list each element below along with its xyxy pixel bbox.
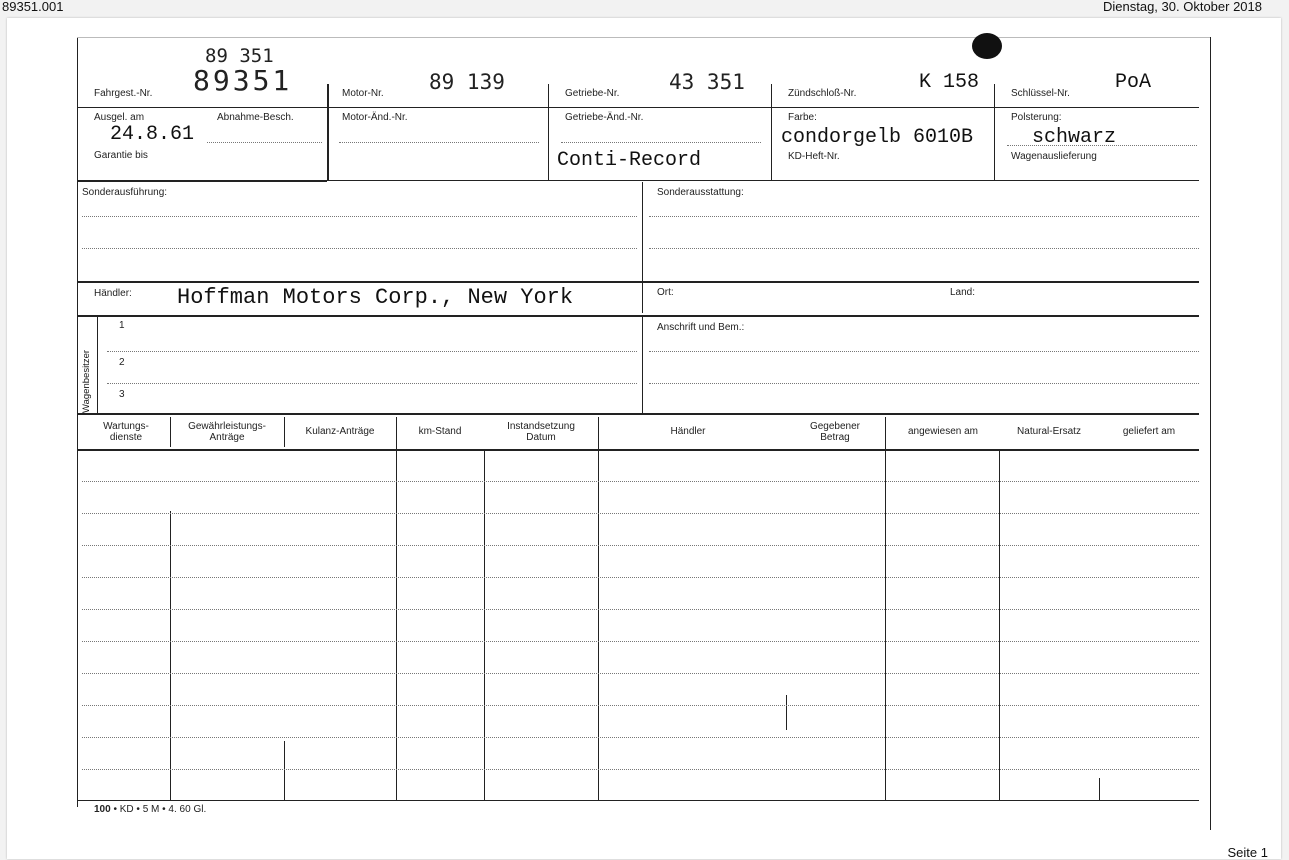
print-date: Dienstag, 30. Oktober 2018 (1103, 0, 1262, 14)
print-code-rest: • KD • 5 M • 4. 60 Gl. (113, 804, 207, 815)
col-wartung: Wartungs- dienste (103, 421, 149, 443)
row-rule (77, 107, 1199, 108)
motor-value: 89 139 (429, 70, 505, 94)
sonderausfuehrung-label: Sonderausführung: (82, 187, 168, 198)
divider (548, 84, 549, 181)
row-rule (77, 281, 1199, 283)
zuendschloss-value: K 158 (919, 71, 980, 94)
abnahme-label: Abnahme-Besch. (217, 112, 294, 123)
divider (994, 84, 995, 181)
owner-3-number: 3 (119, 389, 125, 400)
divider (327, 84, 329, 181)
col-natural: Natural-Ersatz (1017, 426, 1081, 437)
farbe-value: condorgelb 6010B (781, 126, 974, 149)
row-rule (77, 449, 1199, 451)
ort-label: Ort: (657, 287, 674, 298)
getriebe-value: 43 351 (669, 70, 745, 94)
document-id: 89351.001 (2, 0, 64, 14)
ausgel-label: Ausgel. am (94, 112, 145, 123)
card-top-border (77, 37, 1211, 38)
fahrgest-handwritten: 89 351 (205, 45, 274, 67)
col-instand: Instandsetzung Datum (507, 421, 575, 443)
garantie-label: Garantie bis (94, 150, 148, 161)
kd-heft-label: KD-Heft-Nr. (788, 151, 840, 162)
fahrgest-stamp: 89351 (193, 64, 293, 97)
getriebe-label: Getriebe-Nr. (565, 88, 620, 99)
col-kulanz: Kulanz-Anträge (305, 426, 375, 437)
wagenbesitzer-label: Wagenbesitzer (81, 349, 92, 413)
sonderausstattung-label: Sonderausstattung: (657, 187, 744, 198)
haendler-label: Händler: (94, 288, 132, 299)
ink-blot (972, 33, 1002, 59)
divider (642, 182, 643, 282)
col-angewiesen: angewiesen am (907, 426, 979, 437)
schluessel-label: Schlüssel-Nr. (1011, 88, 1070, 99)
divider (642, 317, 643, 413)
col-km: km-Stand (418, 426, 462, 437)
row-rule (77, 315, 1199, 317)
card-left-border (77, 37, 78, 807)
col-haendler: Händler (670, 426, 706, 437)
card-right-border (1210, 37, 1211, 830)
col-gewaehr: Gewährleistungs- Anträge (188, 421, 266, 443)
owner-2-number: 2 (119, 357, 125, 368)
fahrgest-label: Fahrgest.-Nr. (94, 88, 153, 99)
motor-aend-label: Motor-Änd.-Nr. (342, 112, 408, 123)
getriebe-aend-value: Conti-Record (557, 149, 702, 172)
wagenauslieferung-label: Wagenauslieferung (1011, 151, 1097, 162)
haendler-value: Hoffman Motors Corp., New York (177, 285, 574, 310)
owner-1-number: 1 (119, 320, 125, 331)
divider (642, 283, 643, 313)
ausgel-value: 24.8.61 (110, 123, 195, 146)
anschrift-label: Anschrift und Bem.: (657, 322, 745, 333)
print-code (94, 804, 206, 815)
page-number: Seite 1 (1227, 845, 1268, 860)
zuendschloss-label: Zündschloß-Nr. (788, 88, 857, 99)
table-bottom-rule (77, 800, 1199, 801)
farbe-label: Farbe: (788, 112, 817, 123)
print-code-bold: 100 (94, 804, 111, 815)
divider (97, 317, 98, 413)
motor-label: Motor-Nr. (342, 88, 384, 99)
vehicle-record-card (77, 37, 1211, 830)
schluessel-value: PoA (1115, 71, 1152, 94)
getriebe-aend-label: Getriebe-Änd.-Nr. (565, 112, 644, 123)
polsterung-label: Polsterung: (1011, 112, 1062, 123)
col-geliefert: geliefert am (1122, 426, 1176, 437)
col-gegeben: Gegebener Betrag (809, 421, 861, 443)
land-label: Land: (950, 287, 976, 298)
row-rule (77, 180, 1199, 181)
row-rule (77, 413, 1199, 415)
polsterung-value: schwarz (1032, 126, 1117, 149)
divider (771, 84, 772, 181)
